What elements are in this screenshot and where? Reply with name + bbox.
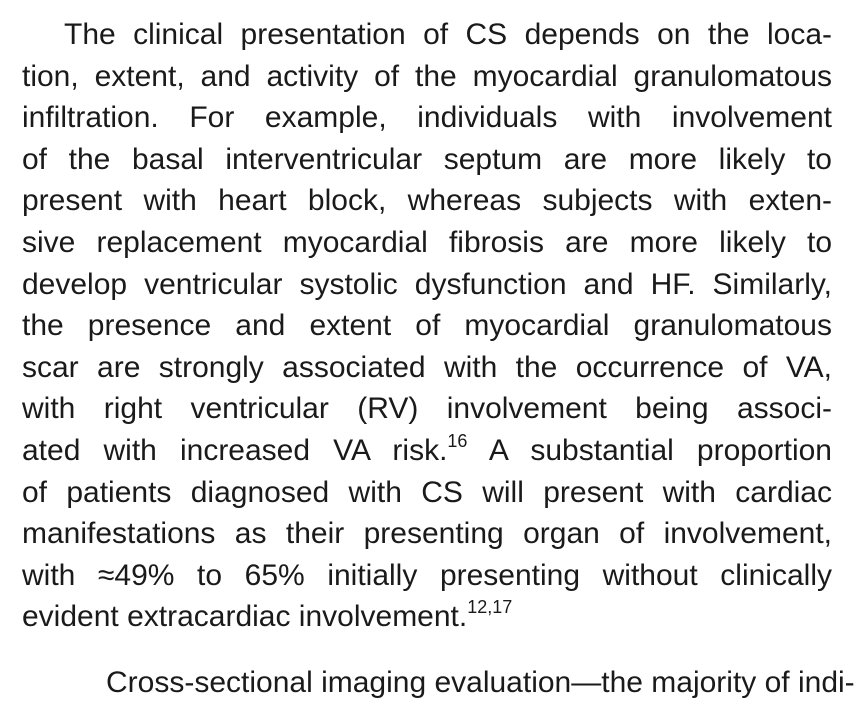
text-line: the presence and extent of myocardial granulomatous — [22, 309, 832, 343]
text-line: with right ventricular (RV) involvement being associ- — [22, 392, 832, 426]
text-line — [22, 596, 832, 638]
text-line: of patients diagnosed with CS will present with cardiac — [22, 475, 832, 509]
text-line: The clinical presentation of CS depends on the loca- — [64, 18, 832, 51]
document-page — [22, 14, 855, 699]
text-line: sive replacement myocardial fibrosis are more likely to — [22, 225, 832, 259]
text-line: with ≈49% to 65% initially presenting without clinically — [22, 558, 832, 592]
text-run: evident extracardiac involvement. — [22, 600, 468, 634]
text-line: develop ventricular systolic dysfunction and HF. Similarly, — [22, 267, 832, 301]
text-line: tion, extent, and activity of the myocardial granulomatous — [22, 59, 832, 93]
text-line: present with heart block, whereas subjects with exten- — [22, 184, 832, 218]
citation-superscript: 12,17 — [467, 597, 513, 618]
text-line — [22, 430, 832, 472]
text-line: manifestations as their presenting organ of involvement, — [22, 517, 832, 551]
text-line: scar are strongly associated with the occurrence of VA, — [22, 350, 832, 384]
text-line: of the basal interventricular septum are more likely to — [22, 142, 832, 176]
body-paragraph — [22, 14, 855, 699]
text-run: Cross-sectional imaging evaluation—the majority of indi- — [106, 665, 855, 699]
text-line-partial — [22, 638, 855, 699]
text-run: ated with increased VA risk. — [22, 433, 448, 467]
text-line: infiltration. For example, individuals with involvement — [22, 101, 832, 135]
text-run: A substantial proportion — [467, 433, 832, 467]
citation-superscript: 16 — [447, 430, 468, 451]
